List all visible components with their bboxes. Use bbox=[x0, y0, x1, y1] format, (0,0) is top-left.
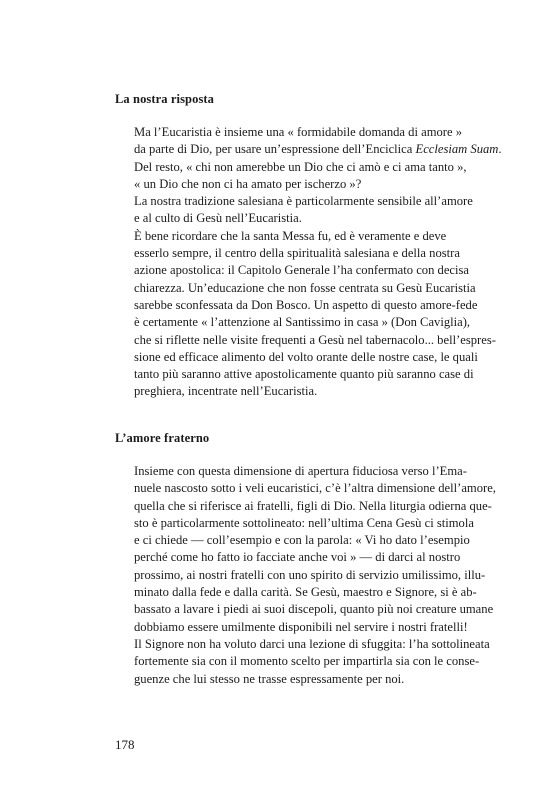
text-line: bassato a lavare i piedi ai suoi discepoli, quanto più noi creature umane bbox=[134, 602, 494, 617]
text-line: perché come ho fatto io facciate anche voi » — di darci al nostro bbox=[134, 550, 461, 565]
text-line: è certamente « l’attenzione al Santissimo in casa » (Don Caviglia), bbox=[134, 315, 471, 330]
text-line: Ma l’Eucaristia è insieme una « formidabile domanda di amore » bbox=[134, 125, 463, 139]
text-line: sarebbe sconfessata da Don Bosco. Un aspetto di questo amore-fede bbox=[134, 297, 478, 312]
text-line: Del resto, « chi non amerebbe un Dio che ci amò e ci ama tanto », bbox=[134, 159, 467, 174]
text-line: prossimo, ai nostri fratelli con uno spirito di servizio umilissimo, illu- bbox=[134, 567, 486, 582]
paragraph bbox=[115, 193, 473, 228]
text-line: sto è particolarmente sottolineato: nell’ultima Cena Gesù ci stimola bbox=[134, 515, 474, 530]
text-line: tanto più saranno attive apostolicamente quanto più saranno case di bbox=[134, 367, 474, 382]
text-line: « un Dio che non ci ha amato per ischerzo »? bbox=[134, 176, 362, 191]
text-line: fortemente sia con il momento scelto per impartirla sia con le conse- bbox=[134, 654, 480, 669]
text-line: dobbiamo essere umilmente disponibili nel servire i nostri fratelli! bbox=[134, 619, 468, 634]
text-line: e al culto di Gesù nell’Eucaristia. bbox=[134, 211, 302, 226]
text-line: e ci chiede — coll’esempio e con la parola: « Vi ho dato l’esempio bbox=[134, 533, 470, 548]
section-body-risposta bbox=[115, 124, 502, 401]
text-line: azione apostolica: il Capitolo Generale l’ha confermato con decisa bbox=[134, 263, 469, 278]
section-heading-risposta: La nostra risposta bbox=[115, 92, 215, 106]
page-number: 178 bbox=[115, 737, 135, 752]
text-line: chiarezza. Un’educazione che non fosse centrata su Gesù Eucaristia bbox=[134, 280, 476, 295]
text-line: Insieme con questa dimensione di apertura fiduciosa verso l’Ema- bbox=[134, 464, 467, 478]
text-line: sione ed efficace alimento del volto orante delle nostre case, le quali bbox=[134, 349, 478, 364]
paragraph bbox=[115, 463, 496, 688]
section-body-amore-fraterno bbox=[115, 463, 496, 688]
text-line: Il Signore non ha voluto darci una lezione di sfuggita: l’ha sottolineata bbox=[134, 636, 490, 651]
text-line: preghiera, incentrate nell’Eucaristia. bbox=[134, 384, 318, 399]
text-line: guenze che lui stesso ne trasse espressamente per noi. bbox=[134, 671, 405, 686]
paragraph bbox=[115, 124, 502, 193]
text-fragment: da parte di Dio, per usare un’espressione dell’Enciclica Ecclesiam Suam. bbox=[134, 142, 502, 157]
text-line: minato dalla fede e dalla carità. Se Gesù, maestro e Signore, si è ab- bbox=[134, 585, 477, 600]
section-heading-amore-fraterno: L’amore fraterno bbox=[115, 431, 210, 445]
text-line: nuele nascosto sotto i veli eucaristici, c’è l’altra dimensione dell’amore, bbox=[134, 481, 496, 496]
text-line: quella che si riferisce ai fratelli, figli di Dio. Nella liturgia odierna que- bbox=[134, 498, 492, 513]
text-line: che si riflette nelle visite frequenti a Gesù nel tabernacolo... bell’espres- bbox=[134, 332, 496, 347]
text-line bbox=[115, 141, 502, 158]
paragraph bbox=[115, 228, 496, 401]
text-line: esserlo sempre, il centro della spiritualità salesiana e della nostra bbox=[134, 246, 460, 261]
text-line: È bene ricordare che la santa Messa fu, ed è veramente e deve bbox=[134, 228, 447, 243]
text-line: La nostra tradizione salesiana è particolarmente sensibile all’amore bbox=[134, 194, 473, 209]
encyclical-title: Ecclesiam Suam bbox=[415, 142, 499, 157]
